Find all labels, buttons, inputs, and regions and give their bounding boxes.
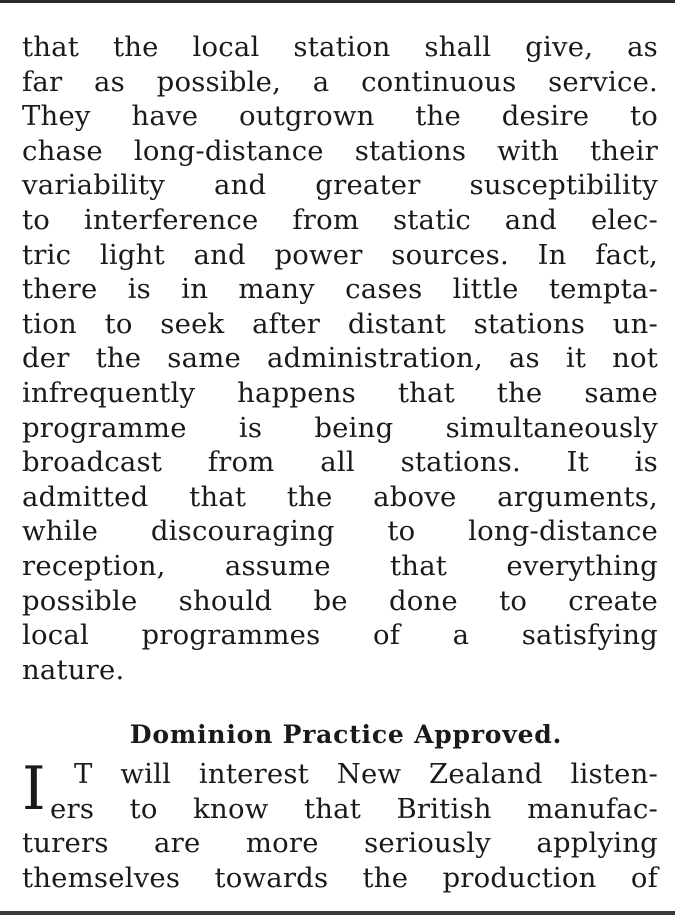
text-line: reception, assume that everything (22, 549, 658, 582)
text-line: local programmes of a satisfying (22, 619, 658, 652)
article-column (22, 30, 658, 896)
text-line: tion to seek after distant stations un- (22, 307, 658, 340)
paragraph-1 (22, 30, 658, 687)
text-line: infrequently happens that the same (22, 376, 658, 409)
text-line: tric light and power sources. In fact, (22, 238, 658, 271)
text-line: far as possible, a continuous service. (22, 65, 658, 98)
text-line: broadcast from all stations. It is (22, 446, 658, 479)
bottom-rule (0, 911, 675, 915)
text-line: programme is being simultaneously (22, 411, 658, 444)
drop-cap: I (22, 754, 46, 825)
text-line: ers to know that British manufac- (50, 792, 658, 825)
text-line: that the local station shall give, as (22, 31, 658, 63)
text-line: der the same administration, as it not (22, 342, 658, 375)
paragraph-2 (22, 754, 658, 895)
text-line: variability and greater susceptibility (22, 169, 658, 202)
text-line: while discouraging to long-distance (22, 515, 658, 548)
top-rule (0, 0, 675, 3)
section-heading: Dominion Practice Approved. (129, 720, 563, 750)
text-line: turers are more seriously applying (22, 827, 658, 860)
text-line: admitted that the above arguments, (22, 480, 658, 513)
text-line: T will interest New Zealand listen- (74, 758, 658, 791)
text-line: there is in many cases little tempta- (22, 273, 658, 306)
text-line: themselves towards the production of (22, 862, 658, 895)
text-line: to interference from static and elec- (22, 203, 658, 236)
text-line: possible should be done to create (22, 584, 658, 617)
text-line: They have outgrown the desire to (22, 100, 658, 133)
text-line: nature. (22, 653, 125, 686)
text-line: chase long-distance stations with their (22, 134, 658, 167)
